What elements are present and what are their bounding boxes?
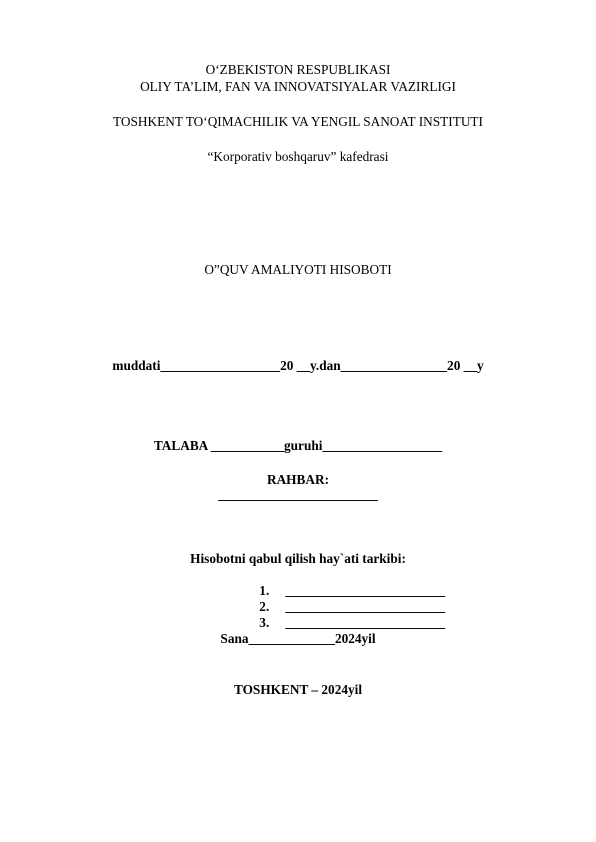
ministry-name: OLIY TA’LIM, FAN VA INNOVATSIYALAR VAZIRLIGI xyxy=(140,79,456,94)
commission-item-number: 1. xyxy=(259,583,270,598)
period-line: muddati__________________20 __y.dan________________20 __y xyxy=(112,358,484,373)
commission-item-number: 2. xyxy=(259,599,270,614)
commission-heading: Hisobotni qabul qilish hay`ati tarkibi: xyxy=(190,551,406,566)
republic-name: O‘ZBEKISTON RESPUBLIKASI xyxy=(205,62,391,77)
supervisor-signature-line: ________________________ xyxy=(218,487,378,502)
report-title: O”QUV AMALIYOTI HISOBOTI xyxy=(204,262,392,277)
commission-item-line: ________________________ xyxy=(285,583,445,598)
department-name: “Korporativ boshqaruv” kafedrasi xyxy=(207,149,389,164)
commission-item-line: ________________________ xyxy=(285,615,445,630)
student-line: TALABA ___________guruhi__________________ xyxy=(153,438,443,453)
date-line: Sana_____________2024yil xyxy=(220,631,376,646)
commission-item-line: ________________________ xyxy=(285,599,445,614)
commission-item-number: 3. xyxy=(259,615,270,630)
footer-city-year: TOSHKENT – 2024yil xyxy=(233,682,363,697)
institute-name: TOSHKENT TO‘QIMACHILIK VA YENGIL SANOAT INSTITUTI xyxy=(113,114,483,129)
supervisor-label: RAHBAR: xyxy=(266,472,330,487)
